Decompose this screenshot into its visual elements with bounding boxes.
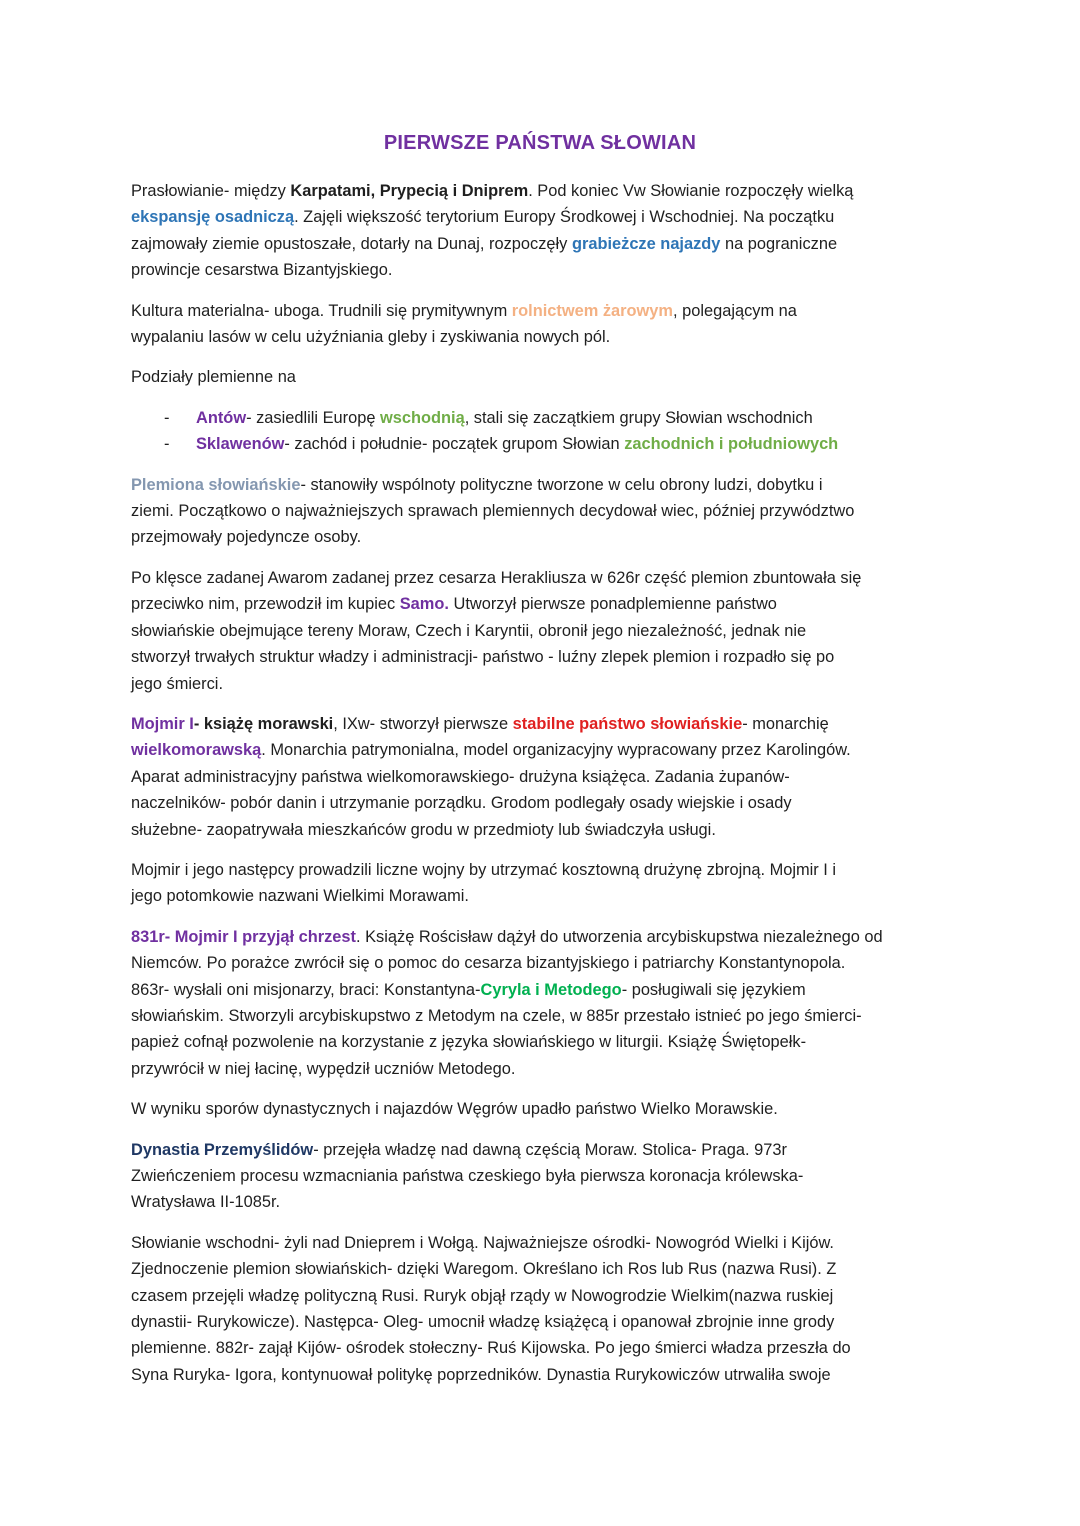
- text: naczelników- pobór danin i utrzymanie porządku. Grodom podlegały osady wiejskie i osady: [131, 794, 792, 813]
- text: , polegającym na: [673, 301, 797, 320]
- text: - zasiedlili Europę: [246, 408, 380, 427]
- text: służebne- zaopatrywała mieszkańców grodu w przedmioty lub świadczyła usługi.: [131, 820, 716, 839]
- list-item: [131, 431, 961, 457]
- highlight-samo: Samo.: [399, 595, 449, 614]
- highlight-przemyslidzi: Dynastia Przemyślidów: [131, 1140, 314, 1159]
- text: na pograniczne: [720, 234, 838, 253]
- text: . Książę Rościsław dążył do utworzenia arcybiskupstwa niezależnego od: [356, 927, 883, 946]
- document-body: [131, 178, 961, 1388]
- text: przywrócił w niej łacinę, wypędził uczniów Metodego.: [131, 1059, 516, 1078]
- text: Syna Ruryka- Igora, kontynuował politykę poprzedników. Dynastia Rurykowiczów utrwaliła swoje: [131, 1365, 831, 1384]
- highlight-wschodnia: wschodnią: [380, 408, 465, 427]
- text: jego potomkowie nazwani Wielkimi Morawami.: [131, 887, 469, 906]
- page-title: PIERWSZE PAŃSTWA SŁOWIAN: [383, 132, 697, 154]
- highlight-cyryl-metody: Cyryla i Metodego: [480, 980, 622, 999]
- text: Kultura materialna- uboga. Trudnili się prymitywnym: [131, 301, 512, 320]
- text: - posługiwali się językiem: [621, 980, 806, 999]
- tribal-division-list: [131, 405, 961, 458]
- paragraph-mojmir: [131, 711, 961, 843]
- paragraph-slowianie-wschodni: [131, 1230, 961, 1388]
- highlight-karpaty: Karpatami, Prypecią i Dniprem: [290, 182, 529, 200]
- text: . Monarchia patrymonialna, model organizacyjny wypracowany przez Karolingów.: [261, 741, 851, 760]
- paragraph-przemyslidzi: [131, 1137, 961, 1216]
- text: słowiańskie obejmujące tereny Moraw, Czech i Karyntii, obronił jego niezależność, jednak nie: [131, 621, 807, 640]
- list-item: [131, 405, 961, 431]
- text: 863r- wysłali oni misjonarzy, braci: Konstantyna-: [131, 980, 481, 999]
- paragraph-kultura: [131, 298, 961, 351]
- paragraph-samo: [131, 565, 961, 697]
- text: - stanowiły wspólnoty polityczne tworzone w celu obrony ludzi, dobytku i: [300, 475, 823, 494]
- paragraph-podzialy: Podziały plemienne na: [131, 368, 296, 387]
- text: Słowianie wschodni- żyli nad Dnieprem i Wołgą. Najważniejsze ośrodki- Nowogród Wielki i Kijów.: [131, 1233, 834, 1252]
- highlight-ksiaze: - książę morawski: [193, 714, 334, 733]
- text: Niemców. Po porażce zwrócił się o pomoc do cesarza bizantyjskiego i patriarchy Konstantynopola.: [131, 954, 846, 973]
- text: , stali się zaczątkiem grupy Słowian wschodnich: [464, 408, 813, 427]
- highlight-antow: Antów: [196, 408, 247, 427]
- text: zajmowały ziemie opustoszałe, dotarły na Dunaj, rozpoczęły: [131, 234, 572, 253]
- highlight-najazdy: grabieżcze najazdy: [571, 234, 721, 253]
- list-dash: -: [164, 435, 170, 454]
- text: papież cofnął pozwolenie na korzystanie z języka słowiańskiego w liturgii. Książę Świętopełk-: [131, 1033, 807, 1052]
- paragraph-praslowianie: [131, 178, 961, 284]
- text: wypalaniu lasów w celu użyźniania gleby i zyskiwania nowych pól.: [131, 328, 611, 347]
- text: - zachód i południe- początek grupom Słowian: [284, 435, 625, 454]
- paragraph-upadek: W wyniku sporów dynastycznych i najazdów Węgrów upadło państwo Wielko Morawskie.: [131, 1100, 778, 1119]
- text: - monarchię: [742, 714, 829, 733]
- highlight-wielkomorawska: wielkomorawską: [131, 741, 262, 760]
- text: Utworzył pierwsze ponadplemienne państwo: [448, 595, 777, 614]
- text: Zwieńczeniem procesu wzmacniania państwa czeskiego była pierwsza koronacja królewska-: [131, 1167, 804, 1185]
- text: Prasłowianie- między: [131, 182, 291, 200]
- text: . Zajęli większość terytorium Europy Środkowej i Wschodniej. Na początku: [294, 208, 835, 227]
- text: Mojmir i jego następcy prowadzili liczne wojny by utrzymać kosztowną drużynę zbrojną. Mojmir I i: [131, 860, 837, 879]
- highlight-sklawenow: Sklawenów: [196, 435, 285, 454]
- text: jego śmierci.: [131, 674, 223, 693]
- text: Aparat administracyjny państwa wielkomorawskiego- drużyna książęca. Zadania żupanów-: [131, 767, 790, 786]
- highlight-plemiona: Plemiona słowiańskie: [131, 475, 301, 494]
- text: Po klęsce zadanej Awarom zadanej przez cesarza Herakliusza w 626r część plemion zbuntowała się: [131, 568, 862, 587]
- text: Wratysława II-1085r.: [131, 1193, 281, 1212]
- text: - przejęła władzę nad dawną częścią Moraw. Stolica- Praga. 973r: [313, 1140, 787, 1159]
- text: . Pod koniec Vw Słowianie rozpoczęły wielką: [528, 182, 854, 200]
- text: ziemi. Początkowo o najważniejszych sprawach plemiennych decydował wiec, później przywództwo: [131, 502, 855, 521]
- paragraph-plemiona: [131, 472, 961, 551]
- text: przejmowały pojedyncze osoby.: [131, 528, 362, 547]
- highlight-stabilne: stabilne państwo słowiańskie: [512, 714, 743, 733]
- text: prowincje cesarstwa Bizantyjskiego.: [131, 261, 393, 280]
- text: dynastii- Rurykowicze). Następca- Oleg- umocnił władzę książęcą i opanował zbrojnie inne grody: [131, 1313, 835, 1332]
- text: stworzył trwałych struktur władzy i administracji- państwo - luźny zlepek plemion i rozpadło się po: [131, 648, 835, 667]
- highlight-mojmir: Mojmir I: [131, 714, 194, 733]
- text: , IXw- stworzył pierwsze: [333, 714, 513, 733]
- highlight-rolnictwo: rolnictwem żarowym: [511, 301, 673, 320]
- paragraph-chrzest: [131, 924, 961, 1082]
- text: plemienne. 882r- zajął Kijów- ośrodek stołeczny- Ruś Kijowska. Po jego śmierci władza przeszła do: [131, 1339, 851, 1358]
- paragraph-wojny: [131, 857, 961, 910]
- list-dash: -: [164, 408, 170, 427]
- text: przeciwko nim, przewodził im kupiec: [131, 595, 400, 614]
- highlight-ekspansja: ekspansję osadniczą: [131, 208, 295, 227]
- text: czasem przejęli władzę polityczną Rusi. Ruryk objął rządy w Nowogrodzie Wielkim(nazwa ruskiej: [131, 1286, 834, 1305]
- text: słowiańskim. Stworzyli arcybiskupstwo z Metodym na czele, w 885r przestało istnieć po jego śmierci-: [131, 1006, 862, 1025]
- text: Zjednoczenie plemion słowiańskich- dzięki Waregom. Określano ich Ros lub Rus (nazwa Rusi). Z: [131, 1260, 837, 1279]
- highlight-chrzest: 831r- Mojmir I przyjął chrzest: [131, 927, 356, 946]
- highlight-zachodnich: zachodnich i południowych: [624, 435, 839, 454]
